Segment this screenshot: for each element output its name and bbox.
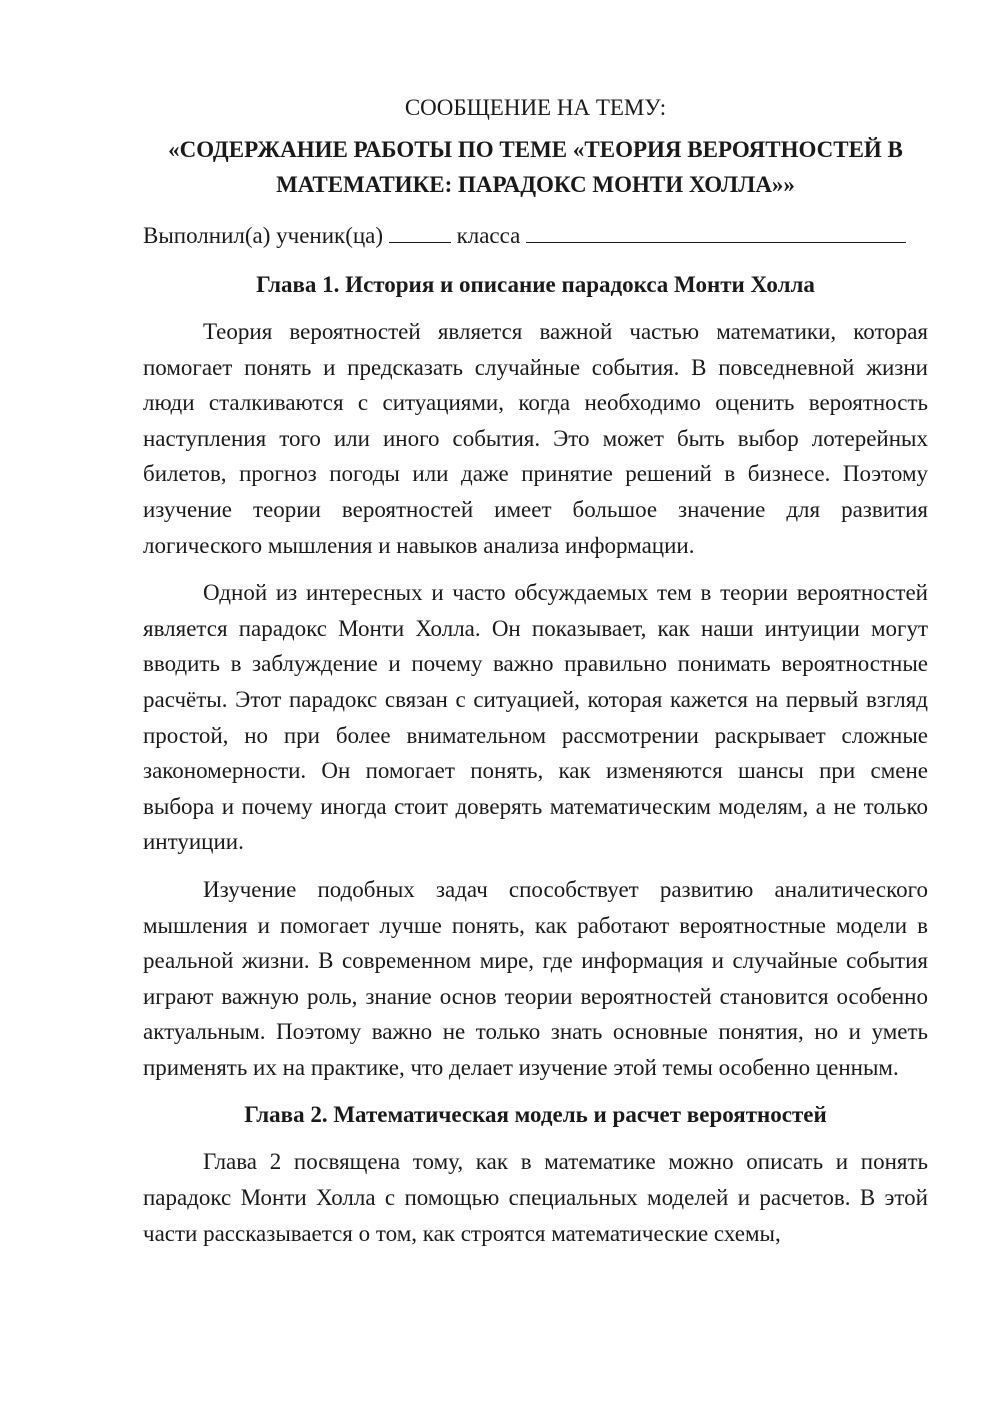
name-blank[interactable]: [526, 220, 906, 243]
chapter-1-heading: Глава 1. История и описание парадокса Монти Холла: [256, 272, 815, 297]
document-content: [143, 92, 928, 1263]
grade-blank[interactable]: [389, 220, 451, 243]
chapter-1-paragraph: Одной из интересных и часто обсуждаемых тем в теории вероятностей является парадокс Монти Холла. Он показывает, как наши интуиции могут вводить в заблуждение и почему важно правильно понимать вероятностные расчёты. Этот парадокс связан с ситуацией, которая кажется на первый взгляд простой, но при более внимательном рассмотрении раскрывает сложные закономерности. Он помогает понять, как изменяются шансы при смене выбора и почему иногда стоит доверять математическим моделям, а не только интуиции.: [143, 580, 928, 855]
chapter-2-heading: Глава 2. Математическая модель и расчет вероятностей: [244, 1102, 827, 1128]
document-title: «СОДЕРЖАНИЕ РАБОТЫ ПО ТЕМЕ «ТЕОРИЯ ВЕРОЯТНОСТЕЙ В МАТЕМАТИКЕ: ПАРАДОКС МОНТИ ХОЛЛА»»: [168, 137, 903, 197]
chapter-1-paragraph: Изучение подобных задач способствует развитию аналитического мышления и помогает лучше понять, как работают вероятностные модели в реальной жизни. В современном мире, где информация и случайные события играют важную роль, знание основ теории вероятностей становится особенно актуальным. Поэтому важно не только знать основные понятия, но и уметь применять их на практике, что делает изучение этой темы особенно ценным.: [143, 876, 928, 1080]
chapter-2-paragraph: Глава 2 посвящена тому, как в математике можно описать и понять парадокс Монти Холла с помощью специальных моделей и расчетов. В этой части рассказывается о том, как строятся математические схемы,: [143, 1149, 928, 1246]
author-middle: класса: [456, 223, 521, 248]
chapter-1-paragraph: Теория вероятностей является важной частью математики, которая помогает понять и предсказать случайные события. В повседневной жизни люди сталкиваются с ситуациями, когда необходимо оценить вероятность наступления того или иного события. Это может быть выбор лотерейных билетов, прогноз погоды или даже принятие решений в бизнесе. Поэтому изучение теории вероятностей имеет большое значение для развития логического мышления и навыков анализа информации.: [143, 319, 928, 558]
author-line: [143, 218, 928, 253]
document-label: СООБЩЕНИЕ НА ТЕМУ:: [404, 95, 667, 120]
author-prefix: Выполнил(а) ученик(ца): [143, 223, 384, 248]
